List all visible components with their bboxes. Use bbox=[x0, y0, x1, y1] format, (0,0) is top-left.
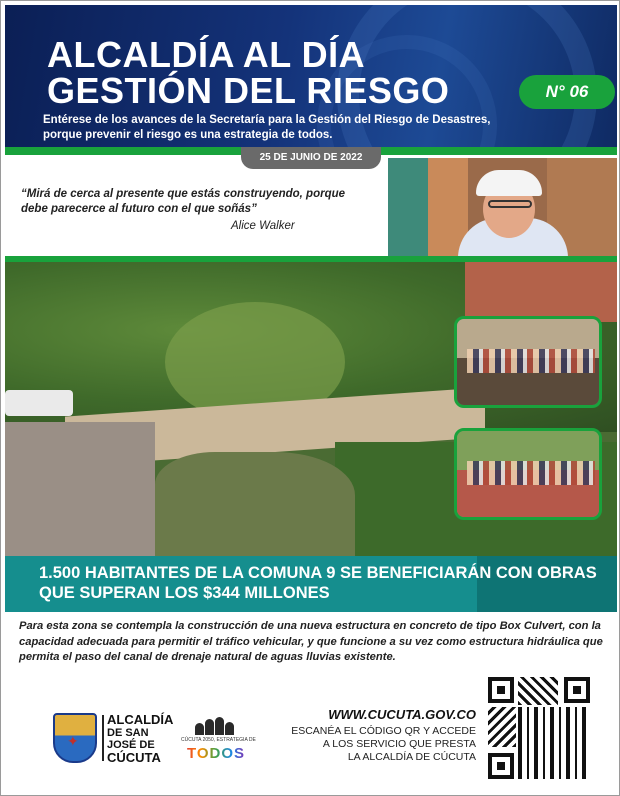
article-body: Para esta zona se contempla la construcción de una nueva estructura en concreto de tipo Box Culvert, con la capacidad adecuada para permitir el tráfico vehicular, y que funcione a su vez como estructura hidráulica que permita el paso del canal de drenaje natural de aguas lluvias existente. bbox=[19, 620, 603, 663]
website-link[interactable]: WWW.CUCUTA.GOV.CO bbox=[328, 707, 476, 722]
qr-instructions-line-2: A LOS SERVICIO QUE PRESTA bbox=[322, 738, 476, 750]
coat-of-arms-icon: ✦ bbox=[53, 713, 97, 763]
qr-instructions-line-1: ESCANÉA EL CÓDIGO QR Y ACCEDE bbox=[291, 725, 476, 737]
todos-tagline: CÚCUTA 2050, ESTRATEGIA DE bbox=[181, 737, 256, 743]
quote-text: “Mirá de cerca al presente que estás construyendo, porque debe parecerce al futuro con el que soñás” bbox=[21, 188, 346, 215]
group-photo bbox=[454, 428, 602, 520]
aerial-site-photo bbox=[5, 262, 617, 560]
title-line-1: ALCALDÍA AL DÍA bbox=[47, 34, 366, 75]
qr-instructions bbox=[277, 725, 476, 764]
alcaldia-logo bbox=[53, 712, 174, 765]
logo-text-line-2: DE SAN JOSÉ DE bbox=[107, 727, 155, 751]
date-badge: 25 DE JUNIO DE 2022 bbox=[241, 147, 381, 169]
logo-text-line-1: ALCALDÍA bbox=[107, 712, 174, 727]
mayor-portrait-photo bbox=[388, 158, 617, 256]
people-icon bbox=[195, 713, 235, 735]
community-meeting-photo bbox=[454, 316, 602, 408]
qr-code[interactable] bbox=[488, 677, 590, 779]
main-headline: 1.500 HABITANTES DE LA COMUNA 9 SE BENEFICIARÁN CON OBRAS QUE SUPERAN LOS $344 MILLONES bbox=[39, 564, 597, 602]
logo-text-line-3: CÚCUTA bbox=[107, 750, 161, 765]
header-banner bbox=[5, 5, 617, 155]
todos-logo bbox=[181, 713, 256, 765]
quote-author: Alice Walker bbox=[231, 220, 295, 232]
header-subtitle: Entérese de los avances de la Secretaría para la Gestión del Riesgo de Desastres, porque prevenir el riesgo es una estrategia de todos. bbox=[43, 114, 491, 141]
issue-number-badge: N° 06 bbox=[519, 75, 615, 109]
todos-wordmark: TODOS bbox=[186, 745, 246, 762]
title-line-2: GESTIÓN DEL RIESGO bbox=[47, 70, 450, 111]
qr-instructions-line-3: LA ALCALDÍA DE CÚCUTA bbox=[347, 751, 476, 763]
